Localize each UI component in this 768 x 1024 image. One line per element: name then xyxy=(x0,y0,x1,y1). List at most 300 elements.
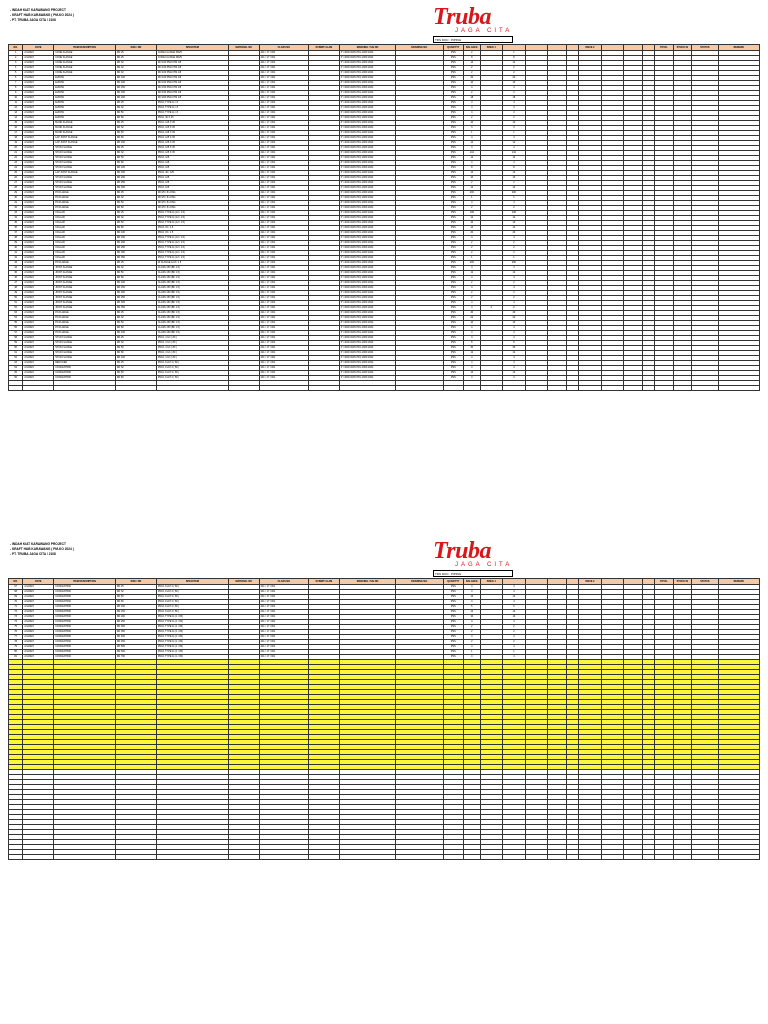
table-cell: P / 4000 WAN PFG 2009 2024 xyxy=(339,291,396,296)
table-cell: PN10, 125 X 45 xyxy=(156,136,228,141)
table-cell: DN 50 xyxy=(115,111,156,116)
table-cell: 2/1/2023 xyxy=(23,346,54,351)
table-cell: 2 xyxy=(503,181,526,186)
table-cell: P / 4000 WAN PFG 2009 2024 xyxy=(339,296,396,301)
table-cell: 4 xyxy=(503,301,526,306)
table-cell: 4 xyxy=(464,161,480,166)
table-cell: 8 xyxy=(464,341,480,346)
table-cell: COLLAR xyxy=(54,216,116,221)
table-cell: PSS xyxy=(443,131,464,136)
table-cell: DN 150 PN10 HM 1/8 xyxy=(156,86,228,91)
table-cell: 50 xyxy=(9,296,23,301)
material-table xyxy=(8,44,760,391)
table-cell: 78 xyxy=(9,640,23,645)
sheet-header xyxy=(8,6,760,44)
table-cell: 2 xyxy=(480,306,503,311)
table-cell: CONCENTRIC xyxy=(54,650,116,655)
table-cell: 61 xyxy=(9,351,23,356)
project-line-3: - PT. TRUBA JAGA CITA / 2108 xyxy=(10,552,56,556)
table-cell: 8 xyxy=(464,56,480,61)
table-cell: P / 4000 WAN PFG 2009 2024 xyxy=(339,346,396,351)
table-cell: CONCENTRIC xyxy=(54,645,116,650)
company-logo: Truba JAGA CITA xyxy=(433,4,513,34)
table-cell: 2 xyxy=(464,630,480,635)
table-cell: 241 / 17 / 001 xyxy=(259,610,308,615)
column-header: BALANCE xyxy=(464,579,480,585)
table-cell xyxy=(601,855,624,860)
table-cell: 14 xyxy=(9,116,23,121)
table-cell: P / 4000 WAN PFG 2009 2024 xyxy=(339,271,396,276)
table-cell xyxy=(9,386,23,391)
table-cell: LAP JOINT FLANGE xyxy=(54,141,116,146)
table-cell: 12 xyxy=(464,141,480,146)
table-cell: DN 25 xyxy=(115,311,156,316)
table-cell: 2/1/2023 xyxy=(23,121,54,126)
table-cell: 241 / 17 / 001 xyxy=(259,640,308,645)
table-cell: 51 xyxy=(9,301,23,306)
table-cell: 4 xyxy=(503,326,526,331)
table-cell: P / 4000 WAN PFG 2009 2024 xyxy=(339,306,396,311)
table-cell: COLLAR xyxy=(54,236,116,241)
column-header: ISSUE 2 xyxy=(579,579,602,585)
table-cell: 241 / 17 / 001 xyxy=(259,311,308,316)
table-cell: 241 / 17 / 001 xyxy=(259,625,308,630)
table-cell: PSS xyxy=(443,286,464,291)
table-cell: 8 xyxy=(503,56,526,61)
table-cell: ELBOW xyxy=(54,116,116,121)
table-cell: 15 xyxy=(9,121,23,126)
table-cell: 2/1/2023 xyxy=(23,276,54,281)
table-cell: DN 500 xyxy=(115,645,156,650)
table-cell: 8 xyxy=(464,166,480,171)
table-cell: 58 xyxy=(9,336,23,341)
table-cell: 19 xyxy=(9,141,23,146)
table-cell: DN 100 xyxy=(115,166,156,171)
table-cell: COLLAR xyxy=(54,241,116,246)
table-cell: DN 50 xyxy=(115,595,156,600)
table-cell: P / 4000 WAN PFG 2009 2024 xyxy=(339,341,396,346)
table-cell: CLASS 150 (BF 1.5) xyxy=(156,306,228,311)
table-cell: 14 xyxy=(503,171,526,176)
table-cell: 2/1/2023 xyxy=(23,306,54,311)
table-cell: DN 100 xyxy=(115,331,156,336)
table-cell: DN 80 xyxy=(115,376,156,381)
table-cell: DN 100 xyxy=(115,356,156,361)
table-cell: DN 32 xyxy=(115,71,156,76)
table-cell: STUD FLANGE xyxy=(54,166,116,171)
table-cell: 2 xyxy=(503,71,526,76)
table-cell: 2/1/2023 xyxy=(23,635,54,640)
table-cell: 2/1/2023 xyxy=(23,655,54,660)
table-cell: 2/1/2023 xyxy=(23,311,54,316)
table-cell: PSS xyxy=(443,101,464,106)
table-cell xyxy=(503,386,526,391)
table-cell: 12 xyxy=(503,351,526,356)
table-cell: 2/1/2023 xyxy=(23,605,54,610)
table-cell: PSS xyxy=(443,261,464,266)
table-cell: 2 xyxy=(464,251,480,256)
table-cell: 2 xyxy=(464,241,480,246)
table-cell: DN 50 xyxy=(115,221,156,226)
table-cell: 28 xyxy=(9,186,23,191)
table-cell: 14 xyxy=(503,226,526,231)
table-cell: DN 100 xyxy=(115,141,156,146)
table-cell: DN 200 xyxy=(115,96,156,101)
table-cell: 7 xyxy=(9,81,23,86)
table-cell: PN FLANGE xyxy=(54,331,116,336)
table-cell: DN 50 xyxy=(115,271,156,276)
table-cell: 241 / 17 / 001 xyxy=(259,376,308,381)
table-cell: 68 xyxy=(9,590,23,595)
table-cell: P / 4000 WAN PFG 2009 2024 xyxy=(339,126,396,131)
table-cell: PSS xyxy=(443,251,464,256)
table-cell: 241 / 17 / 001 xyxy=(259,126,308,131)
table-cell: 4 xyxy=(503,101,526,106)
table-cell: P / 4000 WAN PFG 2009 2024 xyxy=(339,76,396,81)
column-header: TOTAL xyxy=(655,45,673,51)
table-cell: DN 100 xyxy=(115,281,156,286)
table-cell: 2/1/2023 xyxy=(23,630,54,635)
table-cell: P / 4000 WAN PFG 2009 2024 xyxy=(339,246,396,251)
table-cell: 30 xyxy=(9,196,23,201)
table-cell: DN 350 xyxy=(115,630,156,635)
table-cell: DN 25 xyxy=(115,336,156,341)
sheet-page-2 xyxy=(8,540,760,860)
table-cell: PSS xyxy=(443,206,464,211)
table-cell: 2/1/2023 xyxy=(23,251,54,256)
column-header: TOTAL xyxy=(655,579,673,585)
table-cell: CONCENTRIC xyxy=(54,605,116,610)
table-cell: 55 xyxy=(9,321,23,326)
table-cell: DN 25 / 8 LONG xyxy=(156,191,228,196)
table-cell: 241 / 17 / 001 xyxy=(259,236,308,241)
table-cell: PN10, 30 X 45 xyxy=(156,116,228,121)
table-cell: P / 4000 WAN PFG 2009 2024 xyxy=(339,216,396,221)
table-cell: DN 300 xyxy=(115,625,156,630)
table-cell: DN 150 xyxy=(115,286,156,291)
table-cell: 22 xyxy=(464,316,480,321)
table-cell: 4 xyxy=(464,276,480,281)
table-cell: P / 4000 WAN PFG 2009 2024 xyxy=(339,156,396,161)
table-cell: P / 4000 WAN PFG 2009 2024 xyxy=(339,106,396,111)
table-cell: 13 xyxy=(9,111,23,116)
table-cell: 4 xyxy=(503,161,526,166)
table-cell: STUD FLANGE xyxy=(54,176,116,181)
table-cell: 241 / 17 / 001 xyxy=(259,635,308,640)
table-cell: STUD FLANGE xyxy=(54,146,116,151)
table-cell: 2/1/2023 xyxy=(23,201,54,206)
table-cell: PSS xyxy=(443,605,464,610)
table-cell: PN10, 4 1/1 ( 80 ) xyxy=(156,346,228,351)
table-cell: 40 xyxy=(9,246,23,251)
table-cell: PN10, TYPE 11 (12 / 1.5) xyxy=(156,236,228,241)
table-cell: 2 xyxy=(503,91,526,96)
table-cell: DN 32 xyxy=(115,590,156,595)
table-cell: 4 xyxy=(503,276,526,281)
table-cell: STUD FLANGE xyxy=(54,186,116,191)
table-cell: PSS xyxy=(443,301,464,306)
column-header: REMARK xyxy=(718,45,759,51)
table-cell: 10 xyxy=(503,321,526,326)
table-cell: P / 4000 WAN PFG 2009 2024 xyxy=(339,121,396,126)
table-cell: 4 xyxy=(464,585,480,590)
table-cell: 70 xyxy=(9,600,23,605)
table-cell: DN 25 xyxy=(115,261,156,266)
table-cell: 14 xyxy=(503,371,526,376)
table-cell: CONCENTRIC xyxy=(54,371,116,376)
table-cell: 4 xyxy=(464,376,480,381)
table-cell: 21 xyxy=(9,151,23,156)
table-cell: 241 / 17 / 001 xyxy=(259,81,308,86)
table-cell: DN 250 xyxy=(115,181,156,186)
table-cell: PSS xyxy=(443,171,464,176)
table-cell: DN 32 xyxy=(115,366,156,371)
table-cell: 2/1/2023 xyxy=(23,326,54,331)
table-cell: DN 300 xyxy=(115,186,156,191)
table-cell: DN 80 xyxy=(115,226,156,231)
table-cell: PN10, FLAT 4 ( 80 ) xyxy=(156,610,228,615)
table-cell: PN10, TYPE 11 (1 / 80) xyxy=(156,655,228,660)
table-cell: 6 xyxy=(9,76,23,81)
table-cell: PSS xyxy=(443,366,464,371)
table-cell: 4 xyxy=(503,286,526,291)
table-cell: JOINT FLANGE xyxy=(54,271,116,276)
table-cell: 40 xyxy=(503,311,526,316)
table-cell xyxy=(156,386,228,391)
table-cell: CONE FLANGE xyxy=(54,61,116,66)
column-header: ISSUE 1 xyxy=(480,45,503,51)
table-cell: LAP JOINT FLANGE xyxy=(54,171,116,176)
table-cell: 2 xyxy=(464,51,480,56)
table-cell: DN 80 xyxy=(115,206,156,211)
table-cell: 12 xyxy=(503,271,526,276)
table-cell: PSS xyxy=(443,306,464,311)
table-cell: 241 / 17 / 001 xyxy=(259,151,308,156)
table-cell: 4 xyxy=(503,376,526,381)
table-cell: DN 600 xyxy=(115,650,156,655)
table-cell: DN 100 PN10 HM 1/8 xyxy=(156,71,228,76)
table-cell: PN10, 15 / 1.5 xyxy=(156,226,228,231)
table-cell: 10 xyxy=(464,221,480,226)
table-cell: CONCENTRIC xyxy=(54,635,116,640)
table-cell: PN10, FLAT 4 ( 80 ) xyxy=(156,371,228,376)
table-cell: 241 / 17 / 001 xyxy=(259,211,308,216)
table-cell xyxy=(525,855,548,860)
table-cell: 4 xyxy=(503,620,526,625)
table-cell: DN 700 xyxy=(115,655,156,660)
column-header: SIZE / DN xyxy=(115,579,156,585)
table-cell: 12 xyxy=(503,610,526,615)
table-cell: 20 xyxy=(9,146,23,151)
table-cell: 4 xyxy=(503,585,526,590)
table-cell: P / 4000 WAN PFG 2009 2024 xyxy=(339,171,396,176)
table-cell: 72 xyxy=(9,610,23,615)
table-cell: P / 4000 WAN PFG 2009 2024 xyxy=(339,111,396,116)
table-cell: 2 xyxy=(503,251,526,256)
table-cell: DN 32 xyxy=(115,66,156,71)
table-cell: 4 xyxy=(464,645,480,650)
table-cell: 4 xyxy=(9,66,23,71)
table-cell: PN10, TYPE 11 (1 / 80) xyxy=(156,630,228,635)
table-cell: PSS xyxy=(443,141,464,146)
table-cell: 2 xyxy=(503,630,526,635)
table-cell: 4 xyxy=(503,356,526,361)
table-cell: 2 xyxy=(503,296,526,301)
table-cell: 12 xyxy=(503,186,526,191)
table-cell: 36 xyxy=(9,226,23,231)
table-cell: 2 xyxy=(503,116,526,121)
table-cell: 4 xyxy=(464,236,480,241)
table-cell: P / 4000 WAN PFG 2009 2024 xyxy=(339,81,396,86)
table-cell: 2/1/2023 xyxy=(23,226,54,231)
table-cell: 22 xyxy=(503,316,526,321)
table-cell: DN 50 xyxy=(115,156,156,161)
table-cell: PN FLANGE xyxy=(54,326,116,331)
table-cell: ELBOW xyxy=(54,111,116,116)
table-cell: 3 xyxy=(503,126,526,131)
table-cell: P / 4000 WAN PFG 2009 2024 xyxy=(339,201,396,206)
table-cell: 2/1/2023 xyxy=(23,301,54,306)
table-cell: 12 xyxy=(503,156,526,161)
table-cell xyxy=(718,855,759,860)
table-cell: PSS xyxy=(443,371,464,376)
table-cell: PN10, FLAT 4 ( 80 ) xyxy=(156,585,228,590)
table-cell: 2/1/2023 xyxy=(23,610,54,615)
table-cell: P / 4000 WAN PFG 2009 2024 xyxy=(339,331,396,336)
table-cell: PSS xyxy=(443,266,464,271)
table-cell: P / 4000 WAN PFG 2009 2024 xyxy=(339,241,396,246)
table-cell: PN10, TYPE 11 (1 / 80) xyxy=(156,625,228,630)
table-cell xyxy=(642,855,654,860)
table-cell: DN 32 xyxy=(115,266,156,271)
table-cell: PN10, 4 1/1 ( 80 ) xyxy=(156,356,228,361)
table-cell: 14 xyxy=(464,171,480,176)
table-cell: PSS xyxy=(443,186,464,191)
table-cell: CONCENTRIC xyxy=(54,610,116,615)
table-cell: PN10, TYPE 11 (1 / 80) xyxy=(156,615,228,620)
table-cell: 9 xyxy=(9,91,23,96)
table-cell: PN10, 125 xyxy=(156,176,228,181)
table-cell: ELBOW xyxy=(54,86,116,91)
table-cell: PN10, TYPE 11 (1 / 80) xyxy=(156,650,228,655)
table-cell: DN 100 xyxy=(115,231,156,236)
table-cell xyxy=(718,386,759,391)
table-cell xyxy=(692,386,719,391)
table-cell: P / 4000 WAN PFG 2009 2024 xyxy=(339,231,396,236)
column-header: SIZE / DN xyxy=(115,45,156,51)
table-cell: 80 xyxy=(9,650,23,655)
table-cell: PSS xyxy=(443,226,464,231)
table-cell: PSS xyxy=(443,645,464,650)
table-cell: 4 xyxy=(464,306,480,311)
table-cell: 2/1/2023 xyxy=(23,361,54,366)
table-cell: PN10, TYPE 11 / 8 xyxy=(156,106,228,111)
table-cell: DN 80 xyxy=(115,326,156,331)
table-cell: DN 350 xyxy=(115,256,156,261)
table-cell: 241 / 17 / 001 xyxy=(259,121,308,126)
table-cell: 20 xyxy=(503,76,526,81)
table-cell: 4 xyxy=(464,600,480,605)
table-cell: DN 50 xyxy=(115,201,156,206)
table-cell: 2/1/2023 xyxy=(23,101,54,106)
table-cell: 241 / 17 / 001 xyxy=(259,301,308,306)
table-cell: 12 xyxy=(464,351,480,356)
table-cell: 2/1/2023 xyxy=(23,131,54,136)
table-cell: 76 xyxy=(9,630,23,635)
table-cell: PN10, 4 1/1 ( 80 ) xyxy=(156,341,228,346)
table-cell: PN10, TYPE 11 (12 / 1.5) xyxy=(156,216,228,221)
table-cell: 59 xyxy=(9,341,23,346)
table-cell: DN 100 xyxy=(115,81,156,86)
table-cell: PSS xyxy=(443,176,464,181)
table-cell: 2/1/2023 xyxy=(23,56,54,61)
table-cell: DN 25 / 8 LONG xyxy=(156,196,228,201)
table-cell: ELBOW xyxy=(54,76,116,81)
table-cell: 241 / 17 / 001 xyxy=(259,101,308,106)
table-cell: 241 / 17 / 001 xyxy=(259,196,308,201)
table-cell: 2 xyxy=(503,625,526,630)
table-cell: P / 4000 WAN PFG 2009 2024 xyxy=(339,166,396,171)
table-cell: P / 4000 WAN PFG 2009 2024 xyxy=(339,256,396,261)
table-cell: 52 xyxy=(9,306,23,311)
table-cell: PN10, TYPE 11 / 8 xyxy=(156,111,228,116)
table-cell: PSS xyxy=(443,51,464,56)
table-cell: 108 xyxy=(464,211,480,216)
table-cell: CONCENTRIC xyxy=(54,630,116,635)
table-cell: 241 / 17 / 001 xyxy=(259,206,308,211)
table-cell: 41 xyxy=(9,251,23,256)
table-cell: P / 4000 WAN PFG 2009 2024 xyxy=(339,351,396,356)
column-header: QUANTITY xyxy=(443,579,464,585)
table-cell: 4 xyxy=(503,86,526,91)
table-cell: 30 xyxy=(464,346,480,351)
table-cell: 2/1/2023 xyxy=(23,351,54,356)
table-cell: 241 / 17 / 001 xyxy=(259,166,308,171)
table-cell: PN FLANGE xyxy=(54,311,116,316)
table-cell: CLASS 150 (BF 1.5) xyxy=(156,316,228,321)
table-cell: 23 xyxy=(9,161,23,166)
table-cell: 2/1/2023 xyxy=(23,366,54,371)
table-cell: P / 4000 WAN PFG 2009 2024 xyxy=(339,266,396,271)
table-cell xyxy=(624,386,642,391)
table-cell: 63 xyxy=(9,361,23,366)
table-cell: PSS xyxy=(443,620,464,625)
table-cell: 241 / 17 / 001 xyxy=(259,590,308,595)
table-cell: 241 / 17 / 001 xyxy=(259,161,308,166)
table-cell xyxy=(339,386,396,391)
table-cell: PSS xyxy=(443,71,464,76)
table-cell: 4 xyxy=(464,286,480,291)
table-cell: 2/1/2023 xyxy=(23,321,54,326)
table-cell: CONCENTRIC xyxy=(54,595,116,600)
table-cell: 241 / 17 / 001 xyxy=(259,76,308,81)
table-cell: 2 xyxy=(464,116,480,121)
column-header: SUBMIT ALAM xyxy=(308,45,339,51)
table-cell: PSS xyxy=(443,640,464,645)
table-cell: PSS xyxy=(443,336,464,341)
table-cell: 2 xyxy=(464,291,480,296)
table-cell: PSS xyxy=(443,655,464,660)
table-cell: 2/1/2023 xyxy=(23,266,54,271)
table-cell: DN 25 xyxy=(115,146,156,151)
table-cell: CLASS 150 (BF 1.5) xyxy=(156,311,228,316)
table-cell xyxy=(23,386,54,391)
table-cell: 241 / 17 / 001 xyxy=(259,266,308,271)
table-cell: 10 xyxy=(503,81,526,86)
table-cell: PSS xyxy=(443,625,464,630)
table-cell: CONE FLANGE xyxy=(54,51,116,56)
table-cell: 81 xyxy=(9,655,23,660)
